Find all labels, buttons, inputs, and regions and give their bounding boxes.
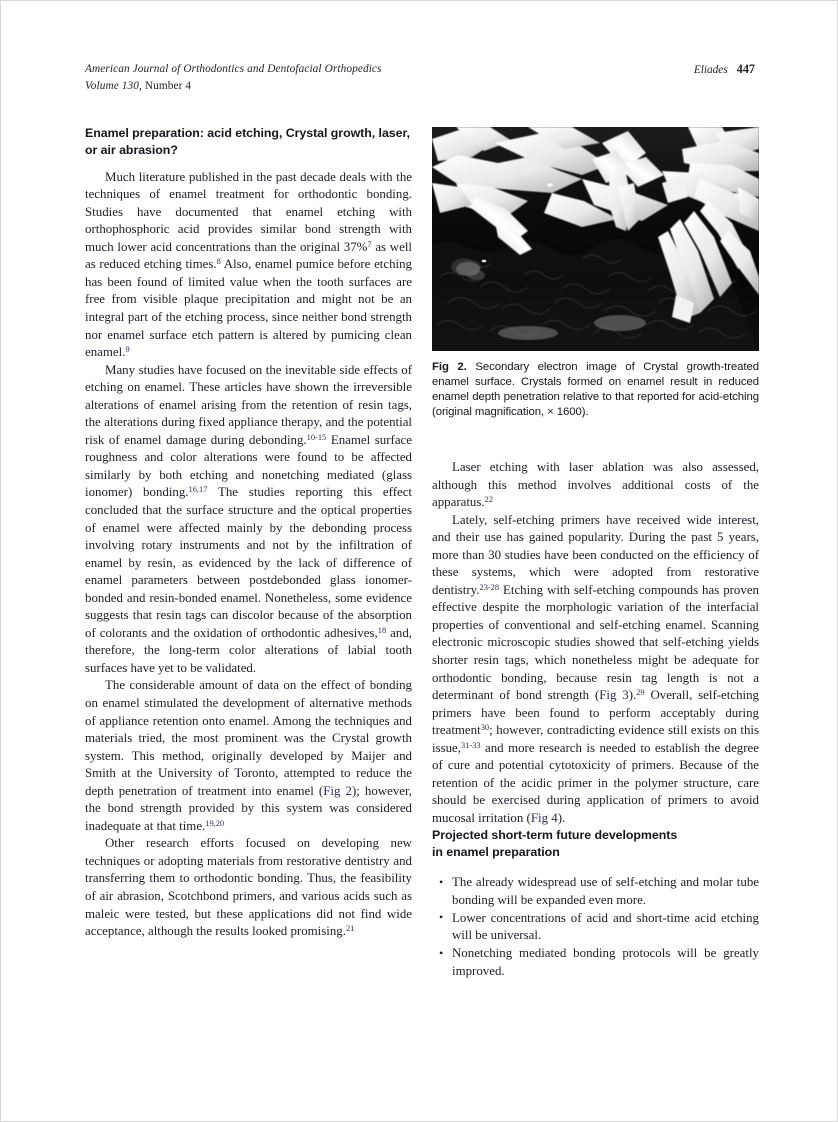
text-run: Much literature published in the past decade deals with the techniques of enamel treatment for orthodontic bonding. Studies have documented that enamel etching with orthophosphoric acid provides similar bond strength with much lower acid concentrations than the original 37% [85,169,412,254]
reference-superscript: 9 [125,345,130,355]
body-paragraph [432,459,759,512]
list-item: • The already widespread use of self-etching and molar tube bonding will be expanded even more. [452,874,759,909]
reference-superscript: 31-33 [461,740,481,750]
figure-crossref-link[interactable]: Fig 3 [599,688,629,703]
number-label: Number 4 [144,79,192,92]
body-paragraph [85,362,412,678]
reference-superscript: 18 [377,626,387,636]
figure-caption-text: Secondary electron image of Crystal growth-treated enamel surface. Crystals formed on enamel result in reduced enamel depth penetration relative to that reported for acid-etching (original magnification, × 1600). [432,361,760,418]
figure-2-caption [432,360,759,420]
sem-micrograph-svg [432,127,759,351]
running-head-author-folio [694,61,755,79]
text-run: Overall, self-etching primers have been found to perform acceptably during treatment [432,688,759,738]
text-run: The studies reporting this effect concluded that the surface structure and the optical properties of enamel were affected mainly by the debonding process involving rotary instruments and not by the infiltration of enamel by resin, as evidenced by the lack of difference of enamel parameters between postdebonded glass ionomer-bonded and resin-bonded enamel. Nonetheless, some evidence suggests that resin tags can discolor because of the absorption of colorants and the oxidation of orthodontic adhesives, [85,485,413,640]
reference-superscript: 19,20 [205,819,225,829]
text-run: Laser etching with laser ablation was also assessed, although this method involves additional costs of the apparatus. [432,460,759,510]
reference-superscript: 8 [216,257,221,267]
figure-2 [432,127,759,420]
reference-superscript: 21 [345,924,355,934]
volume-label: Volume 130, [85,79,142,92]
running-head-journal [85,61,382,94]
section-heading-future-developments [432,827,759,861]
text-run: Enamel surface roughness and color alterations were found to be affected similarly by both etching and nonetching mediated (glass ionomer) bonding. [85,432,412,500]
future-developments-list [432,874,759,980]
author-name: Eliades [693,64,728,76]
future-heading-line-2: in enamel preparation [432,845,560,860]
body-paragraph [432,512,759,828]
section-heading-enamel-preparation: Enamel preparation: acid etching, Crystal growth, laser, or air abrasion? [85,126,410,157]
list-item: • Lower concentrations of acid and short-time acid etching will be universal. [452,910,759,945]
text-run: ). [628,688,637,703]
reference-superscript: 7 [367,240,372,250]
reference-superscript: 22 [484,495,493,505]
body-paragraph [85,677,412,835]
figure-label: Fig 2. [432,361,467,373]
text-run: Lately, self-etching primers have received wide interest, and their use has gained popularity. During the past 5 years, more than 30 studies have been conducted on the efficiency of these systems, which were adopted from restorative dentistry. [432,512,759,597]
reference-superscript: 30 [480,723,490,733]
reference-superscript: 10-15 [306,433,327,443]
volume-issue [85,78,382,95]
text-run: Other research efforts focused on developing new techniques or adopting materials from restorative dentistry and transferring them to orthodontic bonding. Thus, the feasibility of air abrasion, Scotchbond primers, and various acids such as maleic were tested, but these applications did not find wide acceptance, although the results looked promising. [85,836,412,939]
reference-superscript: 23-28 [479,583,500,593]
text-run: and, therefore, the long-term color alterations of labial tooth surfaces have yet to be validated. [85,625,413,675]
text-run: and more research is needed to establish the degree of cure and potential cytotoxicity of primers. Because of the retention of the acidic primer in the polymer structure, care should be exercised during application of primers to avoid mucosal irritation ( [432,740,759,825]
text-run: ; however, contradicting evidence still exists on this issue, [432,723,759,755]
left-column [85,125,412,941]
figure-crossref-link[interactable]: Fig 4 [530,810,558,825]
text-run: Many studies have focused on the inevitable side effects of etching on enamel. These articles have shown the irreversible alterations of enamel arising from the retention of resin tags, the alterations during fixed appliance therapy, and the potential risk of enamel damage during debonding. [85,362,412,447]
journal-title: American Journal of Orthodontics and Dentofacial Orthopedics [85,63,382,75]
text-run: ). [557,810,566,825]
right-column-body [432,459,759,827]
figure-crossref-link[interactable]: Fig 2 [323,783,352,798]
text-run: Also, enamel pumice before etching has been found of limited value when the tooth surfaces are free from visible plaque precipitation and might not be an integral part of the etching process, since neither bond strength nor enamel surface etch pattern is altered by pumicing clean enamel. [85,257,413,360]
reference-superscript: 16,17 [188,485,208,495]
body-paragraph [85,169,412,362]
right-column [432,459,759,981]
running-head [85,61,755,95]
future-heading-line-1: Projected short-term future developments [432,828,678,843]
page-number: 447 [736,62,755,76]
text-run: as well as reduced etching times. [85,239,412,272]
left-column-body [85,169,412,941]
reference-superscript: 29 [636,688,645,698]
list-item: • Nonetching mediated bonding protocols will be greatly improved. [452,945,759,980]
text-run: ); however, the bond strength provided by this system was considered inadequate at that time. [85,783,412,833]
text-run: Etching with self-etching compounds has proven effective despite the morphologic variation of the interfacial properties of conventional and self-etching enamel. Scanning electronic microscopic studies showed that self-etching yields shorter resin tags, which nonetheless might be adequate for orthodontic bonding, because resin tag length is not a determinant of bond strength ( [432,582,759,703]
sem-micrograph-image [432,127,759,351]
text-run: The considerable amount of data on the effect of bonding on enamel stimulated the development of alternative methods of appliance retention onto enamel. Among the techniques and materials tried, the most prominent was the Crystal growth system. This method, originally developed by Maijer and Smith at the University of Toronto, attempted to reduce the depth penetration of treatment into enamel ( [85,678,412,798]
body-paragraph [85,835,412,940]
